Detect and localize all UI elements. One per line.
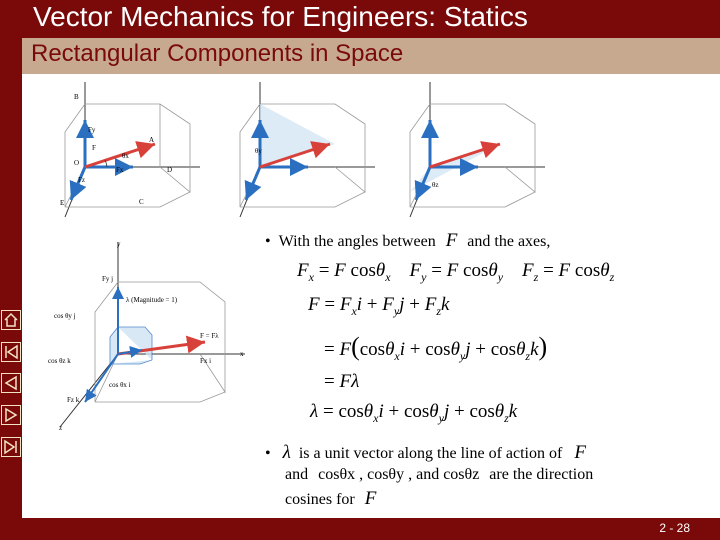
figure-3 [410, 82, 545, 217]
previous-slide-icon[interactable] [1, 373, 21, 393]
fig2-cosy-j: cos θy j [54, 312, 76, 320]
fig-label-thy: θy [255, 147, 262, 155]
fig2-axis-z: z [59, 424, 63, 432]
fig2-axis-y: y [117, 240, 121, 248]
page-number: 2 - 28 [659, 521, 690, 535]
figure-1 [65, 82, 200, 217]
bullet-1: • With the angles between F and the axes, [265, 230, 551, 251]
bullet-2-line-3 [285, 488, 376, 510]
fig-label-a: A [149, 136, 155, 144]
fig-label-d: D [167, 166, 173, 174]
bullet-2-text-1: is a unit vector along the line of action of [298, 445, 563, 462]
slide-subtitle: Rectangular Components in Space [31, 40, 404, 67]
fig2-fzk: Fz k [67, 396, 80, 404]
equation-vector: $F = F_xi + F_yj + F_zk$ [308, 294, 450, 318]
title-bar [0, 0, 720, 38]
bullet-2-text-3: cosines for [285, 491, 355, 508]
bullet-1-symbol: F [445, 230, 458, 251]
fig-label-thz: θz [432, 181, 439, 189]
three-box-figures [40, 82, 560, 227]
fig-label-thx: θx [122, 152, 129, 160]
bullet-2-text-2b: cosθx , cosθy , and cosθz [318, 466, 480, 483]
fig2-cosx-i: cos θx i [109, 381, 131, 389]
home-icon[interactable] [1, 310, 21, 330]
fig2-magnitude: λ (Magnitude = 1) [126, 296, 178, 304]
equation-lambda: λ = cosθ$_x$i + cosθ$_y$j + cosθ$_z$k [310, 401, 518, 425]
bullet-2-symbol: λ [282, 442, 291, 463]
equation-cosines: = F(cosθ$_x$i + cosθ$_y$j + cosθ$_z$k) [324, 332, 548, 363]
bullet-2-text-2c: are the direction [489, 466, 594, 483]
fig-label-b: B [74, 93, 79, 101]
footer-bar [0, 518, 720, 540]
fig2-cosz-k: cos θz k [48, 357, 71, 365]
bullet-1-prefix: With the angles between [278, 233, 436, 250]
fig-label-o: O [74, 159, 80, 167]
fig2-fyj: Fy j [102, 275, 114, 283]
bullet-2: • λ is a unit vector along the line of action of F [265, 442, 586, 463]
bullet-1-suffix: and the axes, [467, 233, 551, 250]
slide-content [22, 74, 720, 518]
bullet-2-symbol-2: F [574, 442, 586, 463]
fig-label-fy: Fy [88, 126, 96, 134]
last-slide-icon[interactable] [1, 437, 21, 457]
fig-label-fx: Fx [116, 166, 124, 174]
fig-label-e: E [60, 199, 65, 207]
bullet-2-text-2a: and [285, 466, 309, 483]
fig-label-f: F [92, 144, 96, 152]
fig2-axis-x: x [240, 350, 244, 358]
slide-title: Vector Mechanics for Engineers: Statics [33, 1, 528, 32]
next-slide-icon[interactable] [1, 405, 21, 425]
bullet-2-line-2 [285, 466, 593, 484]
equation-components: $F_x = F$ cosθ$_x$ $F_y = F$ cosθ$_y$ $F_z = F$ cosθ$_z$ [297, 260, 615, 284]
fig2-f-lambda: F = Fλ [200, 332, 219, 340]
equation-f-lambda: = Fλ [324, 371, 360, 392]
fig-label-c: C [139, 198, 144, 206]
subtitle-bar [22, 38, 720, 74]
first-slide-icon[interactable] [1, 342, 21, 362]
bullet-2-symbol-3: F [364, 488, 377, 509]
fig2-fxi: Fx i [200, 357, 212, 365]
fig-label-fz: Fz [78, 176, 85, 184]
